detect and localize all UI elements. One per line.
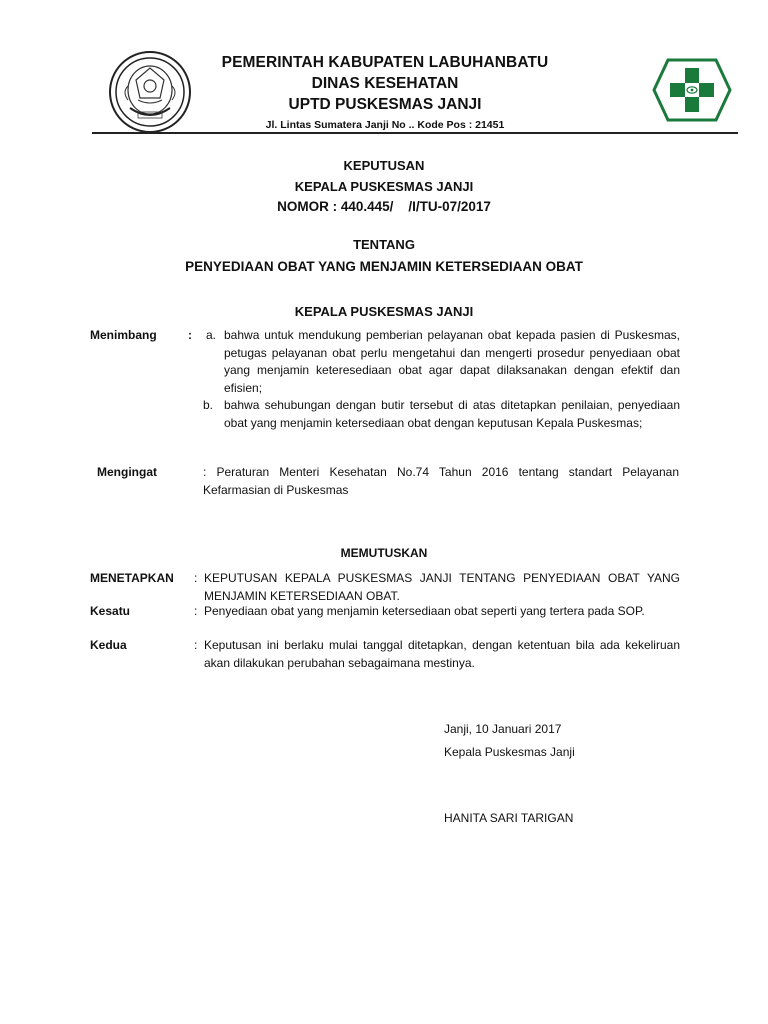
signature-position: Kepala Puskesmas Janji [444,745,575,759]
signature-place-date: Janji, 10 Januari 2017 [444,722,562,736]
decree-number: NOMOR : 440.445/ /I/TU-07/2017 [277,199,491,214]
kesatu-label: Kesatu [90,604,131,618]
puskesmas-cross-icon [652,58,732,122]
kedua-label: Kedua [90,638,127,652]
regency-seal-icon [108,50,192,134]
mengingat-label: Mengingat [97,465,157,479]
point-b-text: bahwa sehubungan dengan butir tersebut di atas ditetapkan penilaian, penyediaan obat yang menjamin ketersediaan obat dengan keputusan Kepala Puskesmas; [224,398,680,430]
letterhead-unit: UPTD PUSKESMAS JANJI [288,96,482,113]
letterhead-divider [92,132,738,134]
kesatu-text: Penyediaan obat yang menjamin ketersediaan obat seperti yang tertera pada SOP. [204,604,645,618]
letterhead-address: Jl. Lintas Sumatera Janji No .. Kode Pos : 21451 [265,119,505,131]
letterhead-government: PEMERINTAH KABUPATEN LABUHANBATU [221,54,549,71]
menetapkan-colon: : [194,571,198,585]
point-a-text: bahwa untuk mendukung pemberian pelayanan obat kepada pasien di Puskesmas, petugas pelayanan obat perlu mengetahui dan mengerti prosedur penyediaan obat yang menjamin keteresediaan obat agar dapat dilaksanakan dengan efektif dan efisien; [224,328,680,395]
point-a-label: a. [206,328,217,342]
letterhead [200,52,570,134]
about-heading: TENTANG [353,237,415,252]
menetapkan-text: KEPUTUSAN KEPALA PUSKESMAS JANJI TENTANG PENYEDIAAN OBAT YANG MENJAMIN KETERSEDIAAN OBAT. [204,571,680,603]
issuer-heading: KEPALA PUSKESMAS JANJI [294,304,474,319]
kesatu-colon: : [194,604,198,618]
kedua-text: Keputusan ini berlaku mulai tanggal ditetapkan, dengan ketentuan bila ada kekeliruan akan dilakukan perubahan sebagaimana mestinya. [204,638,680,670]
signature-name: HANITA SARI TARIGAN [444,811,574,825]
issuer: KEPALA PUSKESMAS JANJI [294,179,474,194]
menimbang-colon: : [188,328,192,342]
menetapkan-label: MENETAPKAN [90,571,174,585]
memutuskan-heading: MEMUTUSKAN [340,546,428,560]
decree-subject: PENYEDIAAN OBAT YANG MENJAMIN KETERSEDIAAN OBAT [185,259,583,274]
letterhead-agency: DINAS KESEHATAN [311,75,459,92]
doc-type: KEPUTUSAN [343,158,425,173]
point-b-label: b. [203,398,214,412]
mengingat-text: : Peraturan Menteri Kesehatan No.74 Tahun 2016 tentang standart Pelayanan Kefarmasian di Puskesmas [203,465,679,497]
menimbang-label: Menimbang [90,328,157,342]
kedua-colon: : [194,638,198,652]
